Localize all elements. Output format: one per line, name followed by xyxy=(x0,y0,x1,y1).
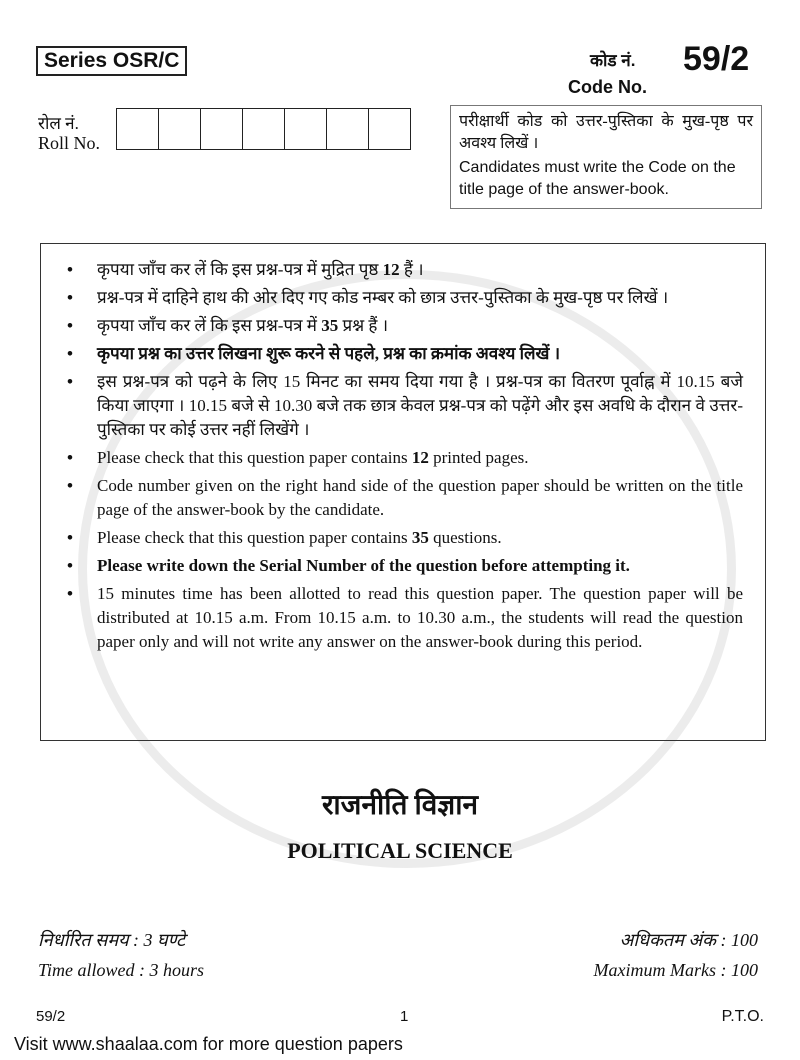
instruction-text: 15 minutes time has been allotted to read this question paper. The question paper will be distributed at 10.15 a.m. From 10.15 a.m. to 10.30 a.m., the students will read the question paper only and will not write any answer on the answer-book during this period. xyxy=(97,584,743,651)
instruction-text: printed pages. xyxy=(428,448,529,467)
instruction-bold-text: Please write down the Serial Number of the question before attempting it. xyxy=(97,556,630,575)
roll-box[interactable] xyxy=(327,109,369,149)
code-number: 59/2 xyxy=(683,40,750,78)
subject-title: POLITICAL SCIENCE xyxy=(287,838,513,863)
maximum-marks: Maximum Marks : 100 xyxy=(593,960,758,980)
bullet-icon: • xyxy=(67,476,73,495)
pto-label: P.T.O. xyxy=(721,1008,764,1025)
roll-box[interactable] xyxy=(243,109,285,149)
instruction-text: Please check that this question paper contains xyxy=(97,528,412,547)
instruction-text: कृपया जाँच कर लें कि इस प्रश्न-पत्र में मुद्रित पृष्ठ xyxy=(97,260,383,279)
instruction-text: प्रश्न-पत्र में दाहिने हाथ की ओर दिए गए कोड नम्बर को छात्र उत्तर-पुस्तिका के मुख-पृष्ठ पर लिखें । xyxy=(97,288,669,307)
instruction-bold-text: कृपया प्रश्न का उत्तर लिखना शुरू करने से पहले, प्रश्न का क्रमांक अवश्य लिखें । xyxy=(97,344,561,363)
visit-link[interactable]: Visit www.shaalaa.com for more question papers xyxy=(14,1034,403,1054)
bullet-icon: • xyxy=(67,528,73,547)
bullet-icon: • xyxy=(67,556,73,575)
instruction-item xyxy=(67,258,743,282)
roll-box[interactable] xyxy=(117,109,159,149)
bullet-icon: • xyxy=(67,584,73,603)
bullet-icon: • xyxy=(67,260,73,279)
time-allowed: Time allowed : 3 hours xyxy=(38,960,205,980)
bullet-icon: • xyxy=(67,344,73,363)
code-label: Code No. xyxy=(568,77,647,97)
page-number: 1 xyxy=(400,1008,409,1025)
instruction-item xyxy=(67,370,743,442)
bullet-icon: • xyxy=(67,372,73,391)
bullet-icon: • xyxy=(67,448,73,467)
roll-number-boxes[interactable] xyxy=(116,108,411,150)
instruction-text: इस प्रश्न-पत्र को पढ़ने के लिए 15 मिनट का समय दिया गया है । प्रश्न-पत्र का वितरण पूर्वाह्न में 10.15 बजे किया जाएगा । 10.15 बजे से 10.30 बजे तक छात्र केवल प्रश्न-पत्र को पढ़ेंगे और इस अवधि के दौरान वे उत्तर-पुस्तिका पर कोई उत्तर नहीं लिखेंगे । xyxy=(97,372,743,439)
code-note-hindi: परीक्षार्थी कोड को उत्तर-पुस्तिका के मुख-पृष्ठ पर अवश्य लिखें । xyxy=(459,113,753,152)
instruction-text: questions. xyxy=(428,528,502,547)
code-note-box xyxy=(450,105,762,209)
instruction-text: हैं । xyxy=(399,260,424,279)
bullet-icon: • xyxy=(67,288,73,307)
instruction-bold-text: 35 xyxy=(321,316,339,335)
roll-box[interactable] xyxy=(159,109,201,149)
instructions-box xyxy=(40,243,766,741)
bullet-icon: • xyxy=(67,316,73,335)
instruction-bold-text: 12 xyxy=(382,260,400,279)
roll-box[interactable] xyxy=(369,109,410,149)
roll-label-hindi: रोल नं. xyxy=(38,114,79,133)
instruction-item xyxy=(67,286,743,310)
instruction-item xyxy=(67,474,743,522)
instruction-item xyxy=(67,582,743,654)
instruction-item xyxy=(67,446,743,470)
footer-code: 59/2 xyxy=(36,1008,66,1025)
code-note-english: Candidates must write the Code on the title page of the answer-book. xyxy=(459,159,736,198)
instruction-text: प्रश्न हैं । xyxy=(338,316,389,335)
series-label: Series OSR/C xyxy=(36,46,187,76)
instruction-item xyxy=(67,554,743,578)
maximum-marks-hindi: अधिकतम अंक : 100 xyxy=(619,930,758,950)
instruction-text: कृपया जाँच कर लें कि इस प्रश्न-पत्र में xyxy=(97,316,322,335)
instruction-item xyxy=(67,526,743,550)
roll-box[interactable] xyxy=(201,109,243,149)
time-allowed-hindi: निर्धारित समय : 3 घण्टे xyxy=(38,930,186,950)
instruction-bold-text: 12 xyxy=(411,448,429,467)
roll-box[interactable] xyxy=(285,109,327,149)
instruction-item xyxy=(67,342,743,366)
subject-title-hindi: राजनीति विज्ञान xyxy=(321,790,479,821)
roll-label: Roll No. xyxy=(38,133,101,153)
instruction-item xyxy=(67,314,743,338)
code-label-hindi: कोड नं. xyxy=(590,51,636,70)
instruction-bold-text: 35 xyxy=(411,528,429,547)
instruction-text: Code number given on the right hand side of the question paper should be written on the title page of the answer-book by the candidate. xyxy=(97,476,743,519)
instruction-text: Please check that this question paper contains xyxy=(97,448,412,467)
